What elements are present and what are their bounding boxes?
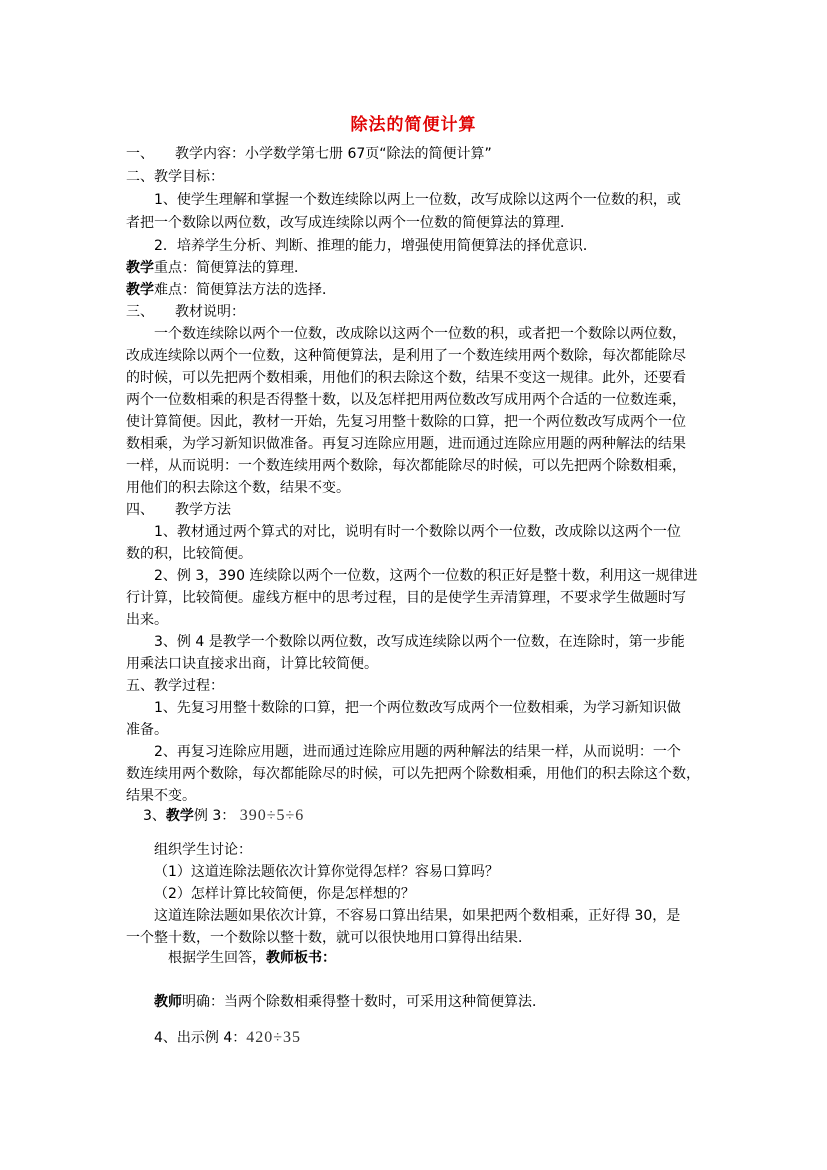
paragraph-line: 行计算，比较简便。虚线方框中的思考过程，目的是使学生弄清算理，不要求学生做题时写 [126,590,686,606]
paragraph-line: 结果不变。 [126,788,196,804]
paragraph-line: 1、先复习用整十数除的口算，把一个两位数改写成两个一位数相乘，为学习新知识做 [154,700,681,716]
key-point-label: 教学 [126,260,154,276]
paragraph-line: 数连续用两个数除，每次都能除尽的时候，可以先把两个除数相乘，用他们的积去除这个数， [126,766,700,782]
section-4-heading: 教学方法 [175,502,231,518]
paragraph-line: 两个一位数相乘的积是否得整十数，以及怎样把用两位数改写成用两个合适的一位数连乘， [126,392,686,408]
clarification-text: 明确：当两个除数相乘得整十数时，可采用这种简便算法． [182,994,546,1010]
example-3-suffix: 例 3： [193,808,236,824]
objective-2: 2．培养学生分析、判断、推理的能力，增强使用简便算法的择优意识． [154,238,597,254]
section-1-number: 一、 [126,146,154,162]
paragraph-line: 出来。 [126,612,168,628]
example-3-prefix: 3、 [143,808,166,824]
paragraph-line: 使计算简便。因此，教材一开始，先复习用整十数除的口算，把一个两位数改写成两个一位 [126,414,686,430]
difficult-point [126,280,336,300]
key-point [126,258,308,278]
paragraph-line: 1、教材通过两个算式的对比，说明有时一个数除以两个一位数，改成除以这两个一位 [154,524,681,540]
paragraph-line: 改成连续除以两个一位数，这种简便算法，是利用了一个数连续用两个数除，每次都能除尽 [126,348,686,364]
paragraph-line: 一样，从而说明：一个数连续用两个数除，每次都能除尽的时候，可以先把两个除数相乘， [126,458,686,474]
paragraph-line: 数的积，比较简便。 [126,546,252,562]
example-3-expression: 390÷5÷6 [239,807,305,824]
paragraph-line: 的时候，可以先把两个数相乘，用他们的积去除这个数，结果不变这一规律。此外，还要看 [126,370,686,386]
example-3 [143,806,304,826]
objective-1-line-1: 1、使学生理解和掌握一个数连续除以两上一位数，改写成除以这两个一位数的积，或 [154,192,681,208]
discussion-question-1: （1）这道连除法题依次计算你觉得怎样？容易口算吗？ [154,864,499,880]
page-title: 除法的简便计算 [350,115,477,135]
teacher-label: 教师 [154,994,182,1010]
student-answer [168,948,336,968]
section-1-content: 教学内容：小学数学第七册 67页“除法的简便计算” [175,146,492,162]
teacher-clarification [154,992,546,1012]
objective-1-line-2: 者把一个数除以两位数，改写成连续除以两个一位数的简便算法的算理． [126,215,574,231]
paragraph-line: 数相乘，为学习新知识做准备。再复习连除应用题，进而通过连除应用题的两种解法的结果 [126,436,686,452]
example-4 [154,1028,301,1048]
paragraph-line: 用乘法口诀直接求出商，计算比较简便。 [126,656,378,672]
difficult-point-text: 难点：简便算法方法的选择． [154,282,336,298]
example-4-label: 4、出示例 4： [154,1030,247,1046]
discussion-question-2: （2）怎样计算比较简便，你是怎样想的？ [154,886,415,902]
section-3-number: 三、 [126,304,154,320]
section-4-number: 四、 [126,502,154,518]
section-3-heading: 教材说明： [175,304,245,320]
discussion-answer-line-2: 一个整十数，一个数除以整十数，就可以很快地用口算得出结果． [126,930,532,946]
section-5-heading: 五、教学过程： [126,678,224,694]
paragraph-line: 2、例 3，390 连续除以两个一位数，这两个一位数的积正好是整十数，利用这一规律进 [154,568,698,584]
example-4-expression: 420÷35 [246,1029,302,1046]
paragraph-line: 用他们的积去除这个数，结果不变。 [126,480,350,496]
board-writing-label: 教师板书： [266,950,336,966]
discussion-answer-line-1: 这道连除法题如果依次计算，不容易口算出结果，如果把两个数相乘，正好得 30，是 [154,908,681,924]
paragraph-line: 一个数连续除以两个一位数，改成除以这两个一位数的积，或者把一个数除以两位数， [154,326,686,342]
paragraph-line: 3、例 4 是教学一个数除以两位数，改写成连续除以两个一位数，在连除时，第一步能 [154,634,685,650]
key-point-text: 重点：简便算法的算理． [154,260,308,276]
discussion-heading: 组织学生讨论： [154,842,252,858]
student-answer-text: 根据学生回答， [168,950,266,966]
difficult-point-label: 教学 [126,282,154,298]
example-3-label: 教学 [165,808,194,824]
paragraph-line: 准备。 [126,722,168,738]
paragraph-line: 2、再复习连除应用题，进而通过连除应用题的两种解法的结果一样，从而说明：一个 [154,744,681,760]
section-2-heading: 二、教学目标： [126,169,224,185]
